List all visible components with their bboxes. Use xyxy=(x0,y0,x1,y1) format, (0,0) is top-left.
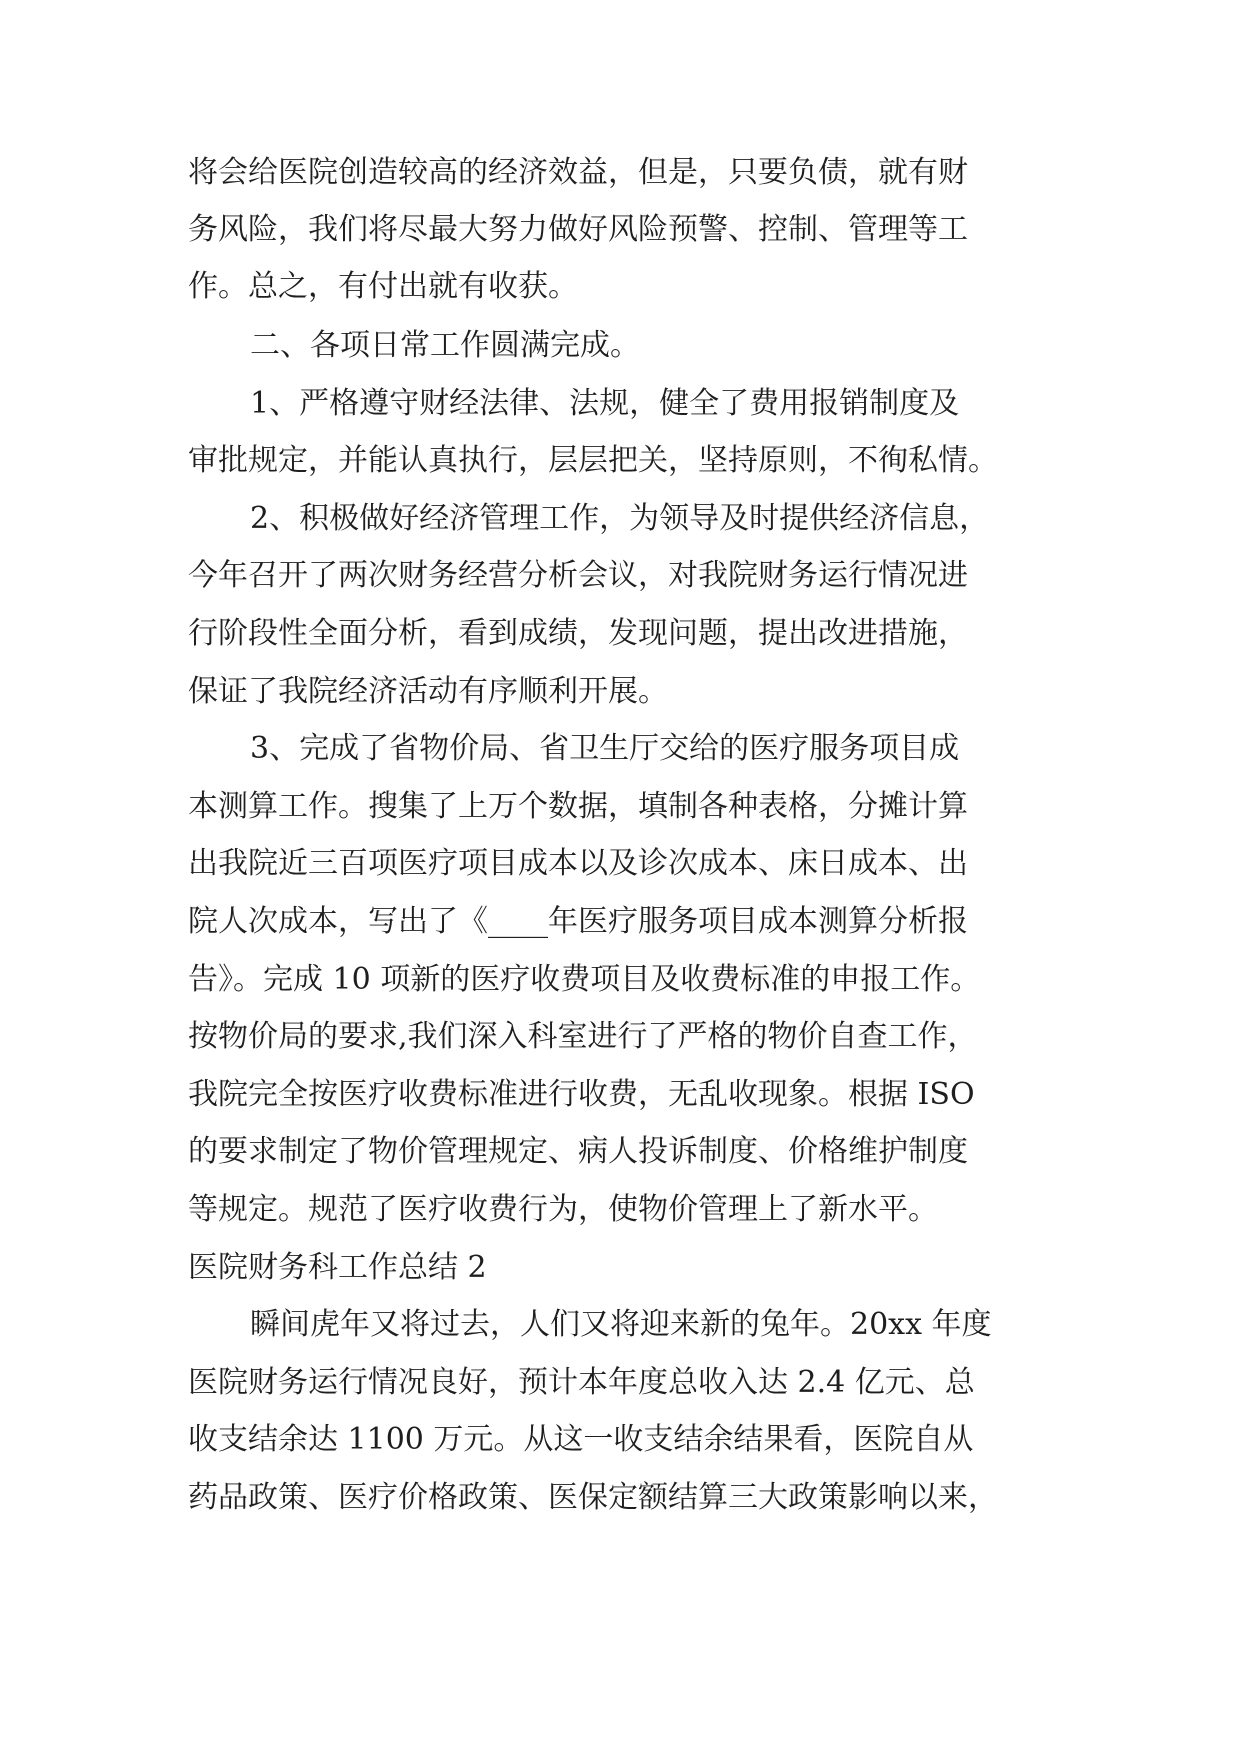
body-text-line: 2、积极做好经济管理工作，为领导及时提供经济信息， xyxy=(250,501,990,536)
body-text-line: 我院完全按医疗收费标准进行收费，无乱收现象。根据 ISO xyxy=(188,1077,975,1112)
body-text-line: 审批规定，并能认真执行，层层把关，坚持原则，不徇私情。 xyxy=(188,443,998,478)
body-text-line: 收支结余达 1100 万元。从这一收支结余结果看，医院自从 xyxy=(188,1422,974,1457)
body-text-line: 院人次成本，写出了《____年医疗服务项目成本测算分析报 xyxy=(188,904,968,939)
body-text-line: 等规定。规范了医疗收费行为，使物价管理上了新水平。 xyxy=(188,1192,938,1227)
body-text-line: 行阶段性全面分析，看到成绩，发现问题，提出改进措施， xyxy=(188,616,968,651)
body-text-line: 按物价局的要求,我们深入科室进行了严格的物价自查工作， xyxy=(188,1019,978,1054)
body-text-line: 瞬间虎年又将过去，人们又将迎来新的兔年。20xx 年度 xyxy=(250,1307,992,1342)
body-text-line: 今年召开了两次财务经营分析会议，对我院财务运行情况进 xyxy=(188,558,968,593)
body-text-line: 1、严格遵守财经法律、法规，健全了费用报销制度及 xyxy=(250,386,960,421)
body-text-line: 将会给医院创造较高的经济效益，但是，只要负债，就有财 xyxy=(188,155,968,190)
body-text-line: 保证了我院经济活动有序顺利开展。 xyxy=(188,674,668,709)
body-text-line: 的要求制定了物价管理规定、病人投诉制度、价格维护制度 xyxy=(188,1134,968,1169)
body-text-line: 医院财务运行情况良好，预计本年度总收入达 2.4 亿元、总 xyxy=(188,1365,975,1400)
body-text-line: 出我院近三百项医疗项目成本以及诊次成本、床日成本、出 xyxy=(188,846,968,881)
body-text-line: 本测算工作。搜集了上万个数据，填制各种表格，分摊计算 xyxy=(188,789,968,824)
body-text-line: 药品政策、医疗价格政策、医保定额结算三大政策影响以来， xyxy=(188,1480,998,1515)
body-text-line: 3、完成了省物价局、省卫生厅交给的医疗服务项目成 xyxy=(250,731,960,766)
section-heading: 二、各项日常工作圆满完成。 xyxy=(250,328,640,363)
body-text-line: 务风险，我们将尽最大努力做好风险预警、控制、管理等工 xyxy=(188,212,968,247)
body-text-line: 作。总之，有付出就有收获。 xyxy=(188,269,578,304)
body-text-line: 告》。完成 10 项新的医疗收费项目及收费标准的申报工作。 xyxy=(188,962,981,997)
document-title: 医院财务科工作总结 2 xyxy=(188,1250,487,1285)
